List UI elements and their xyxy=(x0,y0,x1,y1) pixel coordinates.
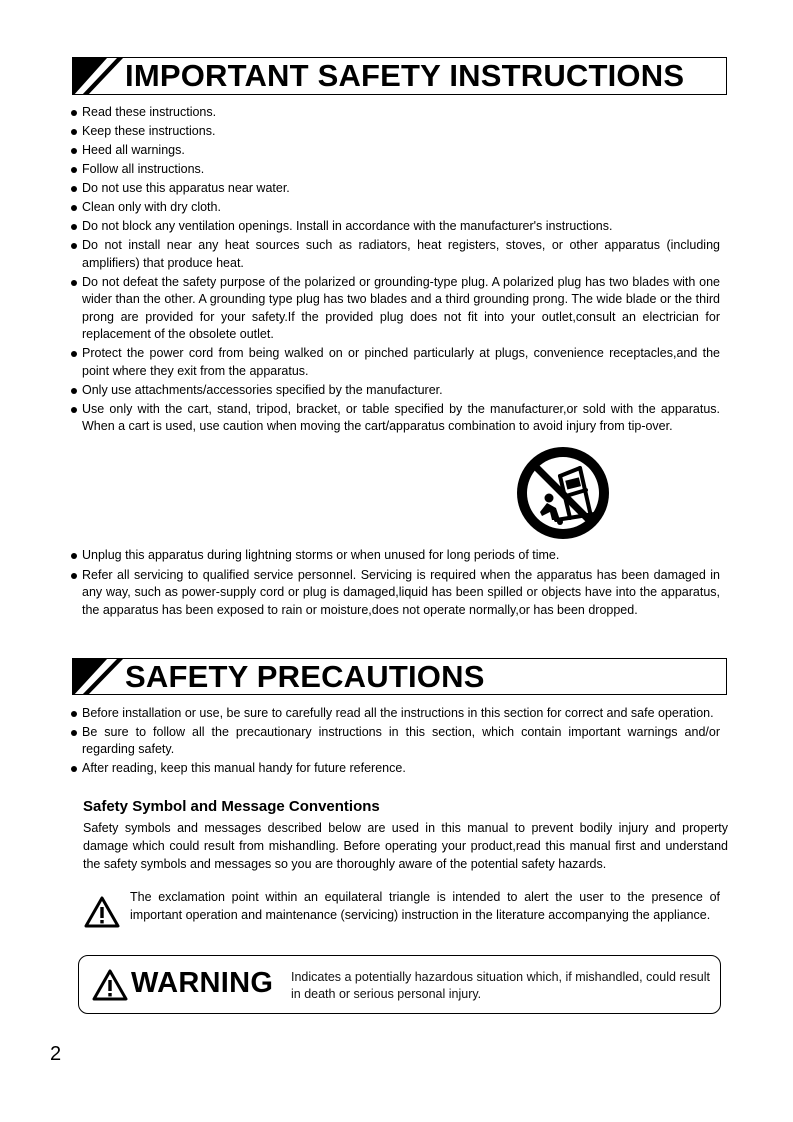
list-item: Keep these instructions. xyxy=(68,123,720,141)
list-item: Follow all instructions. xyxy=(68,161,720,179)
cart-tip-over-warning-icon xyxy=(516,446,610,540)
list-item: After reading, keep this manual handy for future reference. xyxy=(68,760,720,778)
warning-box xyxy=(78,955,721,1014)
page-number: 2 xyxy=(50,1043,62,1065)
exclamation-note: The exclamation point within an equilateral triangle is intended to alert the user to the presence of important operation and maintenance (servicing) instruction in the literature accompanying the appliance. xyxy=(130,890,720,922)
diagonal-stripe-icon xyxy=(73,58,123,95)
exclamation-triangle-icon xyxy=(84,896,120,928)
conventions-paragraph: Safety symbols and messages described below are used in this manual to prevent bodily injury and property damage which could result from mishandling. Before operating your product,read this manual first and understand the safety symbols and messages so you are thoroughly aware of the potential safety hazards. xyxy=(83,821,728,871)
section-header-important-safety xyxy=(72,57,727,95)
list-item: Do not defeat the safety purpose of the polarized or grounding-type plug. A polarized plug has two blades with one wider than the other. A grounding type plug has two blades and a third grounding prong. The wide blade or the third prong are provided for your safety.If the provided plug does not fit into your outlet,consult an electrician for replacement of the obsolete outlet. xyxy=(68,274,720,344)
list-item: Heed all warnings. xyxy=(68,142,720,160)
precautions-list xyxy=(68,705,720,777)
warning-triangle-icon xyxy=(92,969,128,1001)
section-header-safety-precautions xyxy=(72,658,727,695)
list-item: Clean only with dry cloth. xyxy=(68,199,720,217)
subheading: Safety Symbol and Message Conventions xyxy=(83,798,380,815)
list-item: Before installation or use, be sure to carefully read all the instructions in this section for correct and safe operation. xyxy=(68,705,720,723)
list-item: Read these instructions. xyxy=(68,104,720,122)
list-item: Be sure to follow all the precautionary instructions in this section, which contain important warnings and/or regarding safety. xyxy=(68,724,720,759)
list-item: Unplug this apparatus during lightning storms or when unused for long periods of time. xyxy=(68,547,720,565)
diagonal-stripe-icon xyxy=(73,659,123,695)
list-item: Protect the power cord from being walked on or pinched particularly at plugs, convenience receptacles,and the point where they exit from the apparatus. xyxy=(68,345,720,380)
safety-instructions-list xyxy=(68,104,720,436)
warning-description: Indicates a potentially hazardous situation which, if mishandled, could result in death or serious personal injury. xyxy=(291,970,710,1001)
list-item: Do not block any ventilation openings. Install in accordance with the manufacturer's instructions. xyxy=(68,218,720,236)
section-title: SAFETY PRECAUTIONS xyxy=(125,658,485,694)
section-title: IMPORTANT SAFETY INSTRUCTIONS xyxy=(125,58,685,93)
list-item: Refer all servicing to qualified service personnel. Servicing is required when the apparatus has been damaged in any way, such as power-supply cord or plug is damaged,liquid has been spilled or objects have into the apparatus, the apparatus has been exposed to rain or moisture,does not operate normally,or has been dropped. xyxy=(68,567,720,620)
list-item: Do not use this apparatus near water. xyxy=(68,180,720,198)
list-item: Do not install near any heat sources such as radiators, heat registers, stoves, or other apparatus (including amplifiers) that produce heat. xyxy=(68,237,720,272)
list-item: Only use attachments/accessories specified by the manufacturer. xyxy=(68,382,720,400)
warning-label: WARNING xyxy=(131,967,274,999)
list-item: Use only with the cart, stand, tripod, bracket, or table specified by the manufacturer,or sold with the apparatus. When a cart is used, use caution when moving the cart/apparatus combination to avoid injury from tip-over. xyxy=(68,401,720,436)
servicing-instructions-list xyxy=(68,547,720,619)
